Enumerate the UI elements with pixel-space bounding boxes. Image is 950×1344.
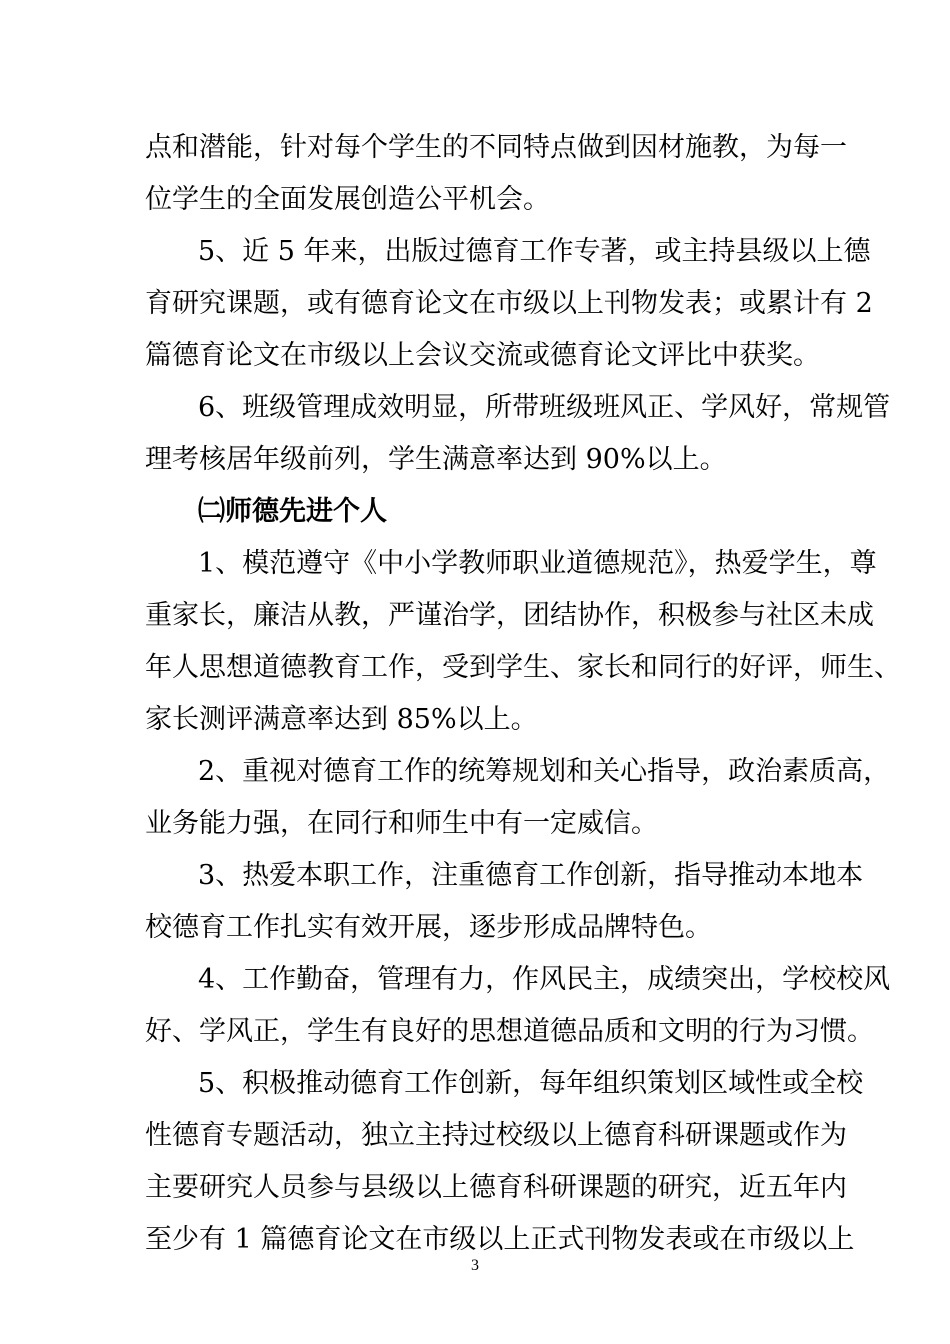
section-heading: ㈡师德先进个人 — [198, 496, 387, 527]
paragraph-line: 育研究课题，或有德育论文在市级以上刊物发表；或累计有 2 — [145, 288, 873, 319]
paragraph-line: 5、积极推动德育工作创新，每年组织策划区域性或全校 — [198, 1068, 864, 1099]
paragraph-line: 2、重视对德育工作的统筹规划和关心指导，政治素质高， — [198, 756, 891, 787]
paragraph-line: 3、热爱本职工作，注重德育工作创新，指导推动本地本 — [198, 860, 864, 891]
paragraph-line: 年人思想道德教育工作，受到学生、家长和同行的好评，师生、 — [145, 652, 901, 683]
paragraph-line: 主要研究人员参与县级以上德育科研课题的研究，近五年内 — [145, 1172, 847, 1203]
paragraph-line: 家长测评满意率达到 85%以上。 — [145, 704, 538, 735]
paragraph-line: 1、模范遵守《中小学教师职业道德规范》，热爱学生，尊 — [198, 548, 877, 579]
paragraph-line: 6、班级管理成效明显，所带班级班风正、学风好，常规管 — [198, 392, 891, 423]
paragraph-line: 篇德育论文在市级以上会议交流或德育论文评比中获奖。 — [145, 340, 820, 371]
paragraph-line: 校德育工作扎实有效开展，逐步形成品牌特色。 — [145, 912, 712, 943]
paragraph-line: 点和潜能，针对每个学生的不同特点做到因材施教，为每一 — [145, 132, 847, 163]
paragraph-line: 性德育专题活动，独立主持过校级以上德育科研课题或作为 — [145, 1120, 847, 1151]
paragraph-line: 好、学风正，学生有良好的思想道德品质和文明的行为习惯。 — [145, 1016, 874, 1047]
paragraph-line: 理考核居年级前列，学生满意率达到 90%以上。 — [145, 444, 727, 475]
paragraph-line: 4、工作勤奋，管理有力，作风民主，成绩突出，学校校风 — [198, 964, 891, 995]
paragraph-line: 5、近 5 年来，出版过德育工作专著，或主持县级以上德 — [198, 236, 871, 267]
paragraph-line: 位学生的全面发展创造公平机会。 — [145, 184, 550, 215]
paragraph-line: 业务能力强，在同行和师生中有一定威信。 — [145, 808, 658, 839]
page-number: 3 — [471, 1257, 479, 1274]
paragraph-line: 至少有 1 篇德育论文在市级以上正式刊物发表或在市级以上 — [145, 1224, 855, 1255]
paragraph-line: 重家长，廉洁从教，严谨治学，团结协作，积极参与社区未成 — [145, 600, 874, 631]
